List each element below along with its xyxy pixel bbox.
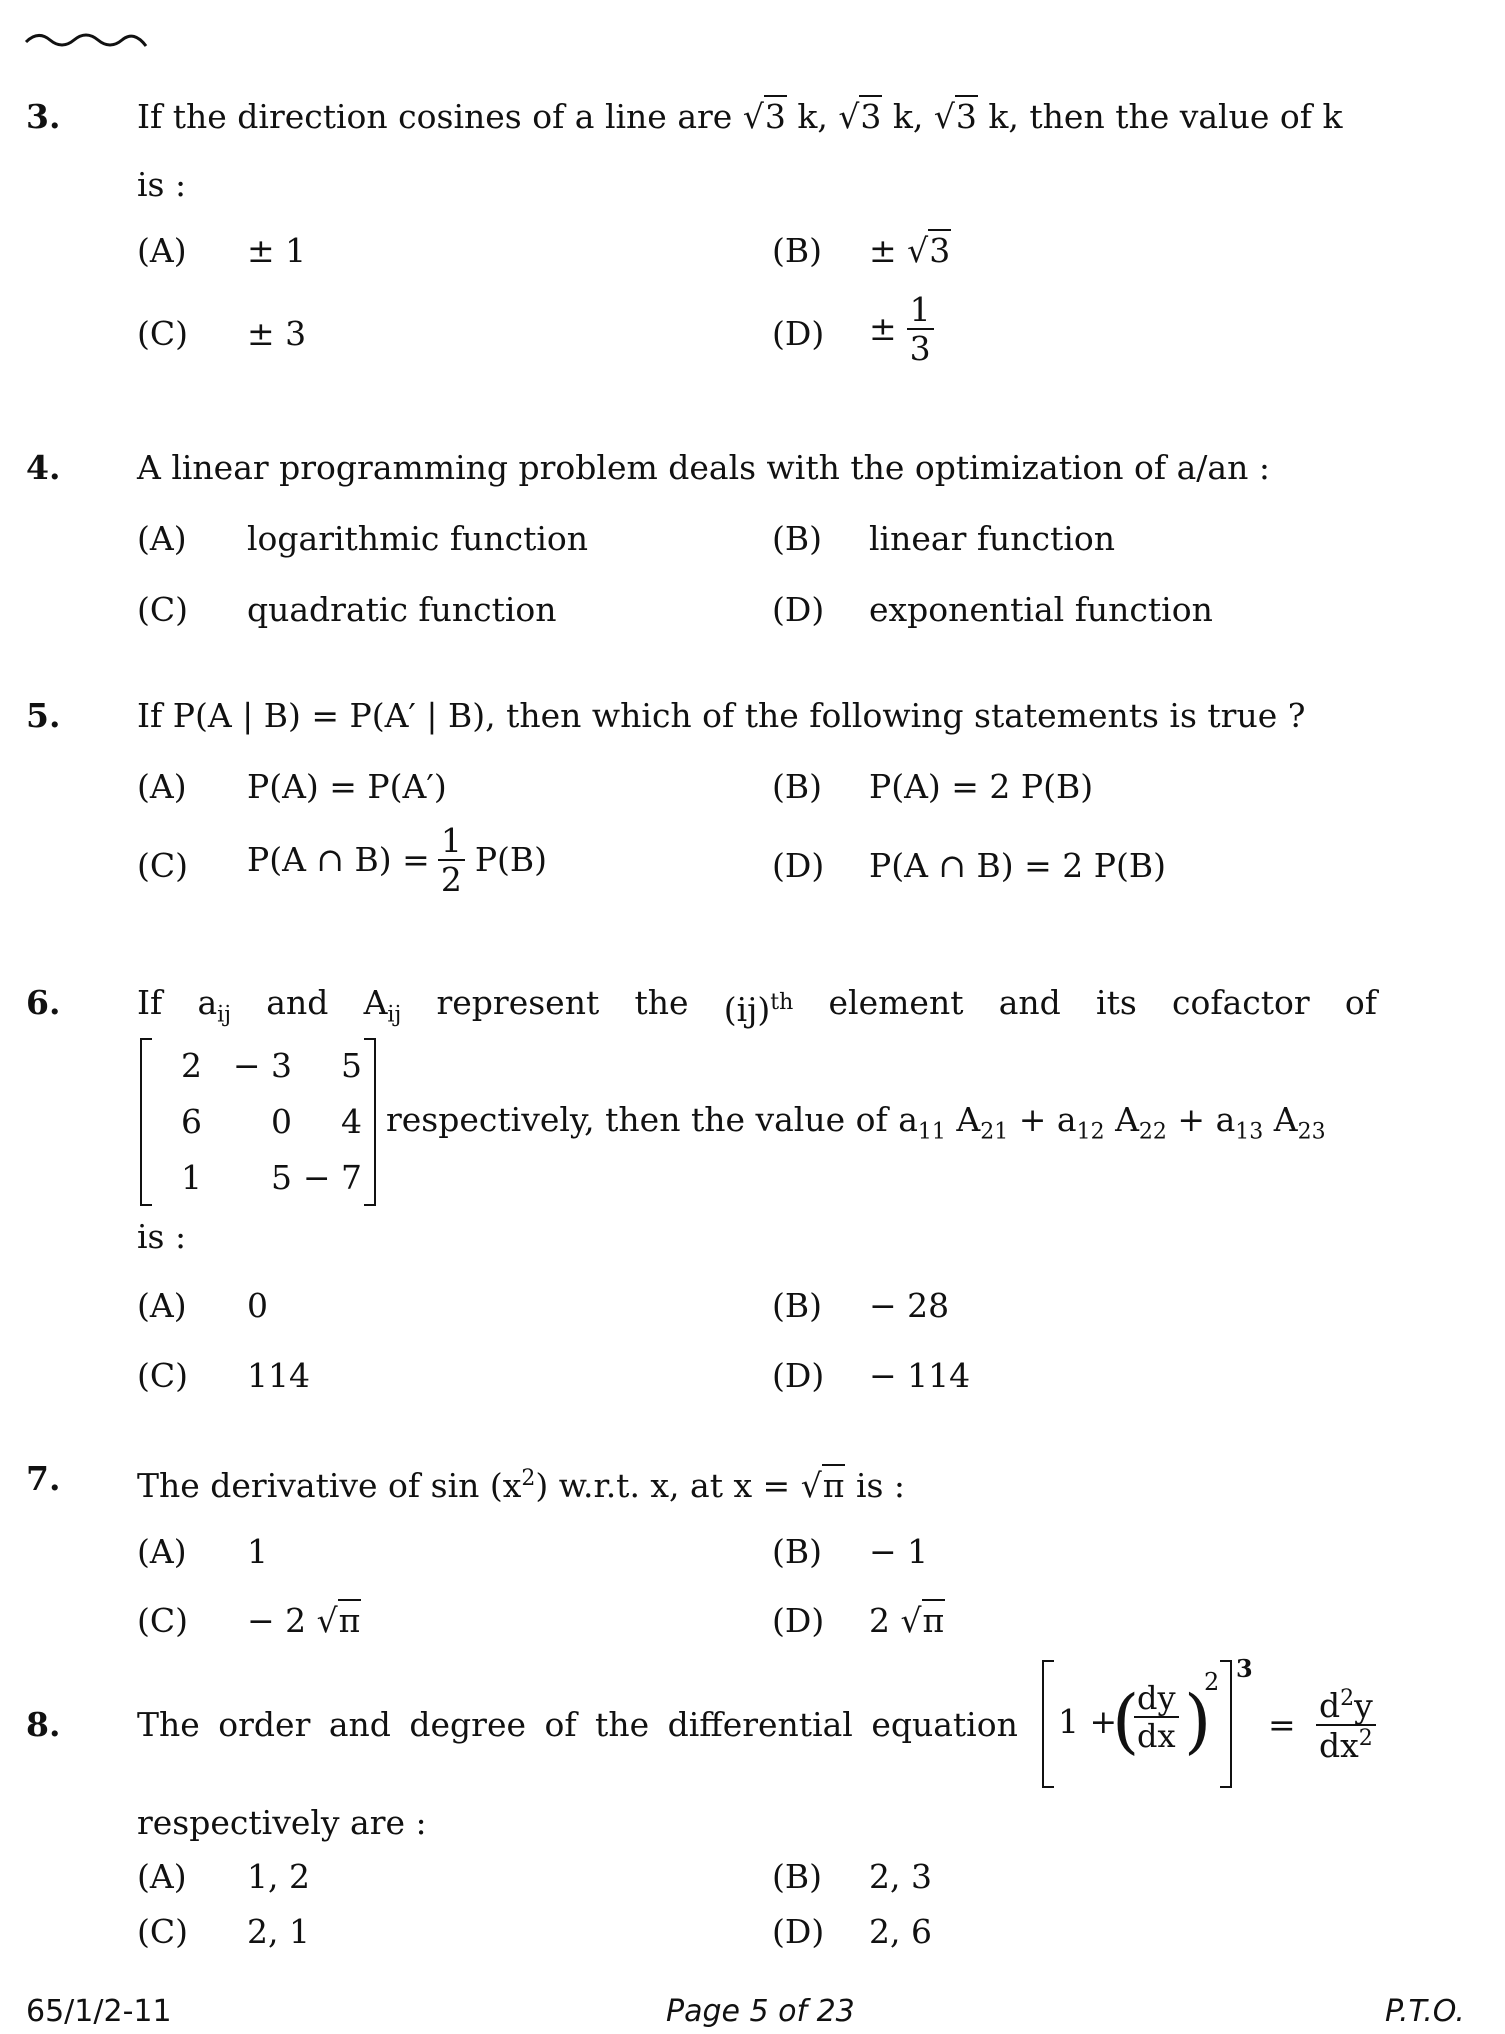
sqrt-symbol: √3 [742,97,786,136]
option-label[interactable]: (D) [772,314,825,353]
option-label[interactable]: (B) [772,1857,822,1896]
sqrt-symbol: √3 [933,97,977,136]
option-value[interactable]: exponential function [869,590,1213,629]
option-label[interactable]: (C) [137,314,188,353]
right-paren: ) [1184,1680,1212,1762]
option-value[interactable]: 2 √π [869,1601,945,1640]
option-label[interactable]: (A) [137,767,187,806]
option-value[interactable]: P(A ∩ B) = 2 P(B) [869,846,1166,885]
question-number: 7. [26,1459,61,1498]
option-value[interactable]: 1 [247,1532,268,1571]
option-value[interactable]: linear function [869,519,1115,558]
option-label[interactable]: (D) [772,590,825,629]
paper-code: 65/1/2-11 [26,1994,172,2029]
question-number: 5. [26,696,61,735]
option-label[interactable]: (C) [137,846,188,885]
question-number: 3. [26,97,61,136]
option-label[interactable]: (A) [137,1857,187,1896]
option-label[interactable]: (B) [772,1286,822,1325]
option-value[interactable]: ± 1 [247,231,307,270]
option-label[interactable]: (B) [772,1532,822,1571]
option-label[interactable]: (C) [137,590,188,629]
question-6-text: If $a_{ij}$ and $A_{ij}$ represent the (ij)$^{th}$ element and its cofactor of [137,983,1377,1029]
question-text: The order and degree of the differential equation [137,1705,1018,1744]
sqrt-symbol: √π [900,1601,945,1640]
option-value[interactable]: − 114 [869,1356,971,1395]
question-number: 4. [26,448,61,487]
option-label[interactable]: (A) [137,231,187,270]
option-label[interactable]: (D) [772,1601,825,1640]
cofactor-expression: $a_{11}$ $A_{21} + a_{12}$ $A_{22} + a_{13}$ $A_{23}$ [898,1100,1326,1145]
option-value[interactable]: ± √3 [869,231,951,270]
header-squiggle-mark [24,28,154,52]
sqrt-symbol: √π [800,1466,845,1505]
option-label[interactable]: (C) [137,1356,188,1395]
differential-equation-lhs: 1 + ( $\frac{dy}{dx}$ ) 2 3 [1042,1660,1242,1790]
option-value[interactable]: ± $\frac{1}{3}$ [869,293,934,365]
option-value[interactable]: 2, 1 [247,1912,310,1951]
option-label[interactable]: (A) [137,519,187,558]
matrix: 2 − 3 5 6 0 4 1 5 − 7 [140,1038,376,1206]
option-value[interactable]: − 1 [869,1532,929,1571]
option-label[interactable]: (D) [772,1356,825,1395]
option-value[interactable]: 0 [247,1286,268,1325]
option-value[interactable]: 114 [247,1356,310,1395]
differential-equation-rhs: $\frac{d^2y}{dx^2}$ [1316,1688,1376,1762]
page-number: Page 5 of 23 [666,1994,855,2029]
question-text-continued: respectively are : [137,1803,427,1842]
question-text: then the value of k [1029,97,1343,136]
option-label[interactable]: (B) [772,767,822,806]
option-label[interactable]: (C) [137,1601,188,1640]
option-label[interactable]: (C) [137,1912,188,1951]
fraction: $\frac{1}{2}$ [438,824,465,896]
option-value[interactable]: logarithmic function [247,519,589,558]
question-text-continued: is : [137,1217,187,1256]
option-value[interactable]: 1, 2 [247,1857,310,1896]
question-number: 6. [26,983,61,1022]
option-value[interactable]: P(A) = P(A′) [247,767,447,806]
question-text-continued: is : [137,165,187,204]
option-value[interactable]: 2, 3 [869,1857,932,1896]
question-7-text: The derivative of $\sin (x^2)$ w.r.t. x, at x = √π is : [137,1466,906,1505]
option-label[interactable]: (A) [137,1532,187,1571]
dc-suffix: k, [988,97,1019,136]
question-number: 8. [26,1705,61,1744]
equals-sign: = [1268,1705,1296,1744]
dc-suffix: k, [797,97,828,136]
option-label[interactable]: (A) [137,1286,187,1325]
left-paren: ( [1112,1680,1140,1762]
dc-suffix: k, [892,97,924,136]
option-value[interactable]: P(A) = 2 P(B) [869,767,1094,806]
question-text: If P(A | B) = P(A′ | B), then which of the following statements is true ? [137,696,1306,735]
option-value[interactable]: − 2 √π [247,1601,361,1640]
sqrt-symbol: √π [316,1601,361,1640]
question-text: A linear programming problem deals with the optimization of a/an : [137,448,1270,487]
option-value[interactable]: ± 3 [247,314,307,353]
question-6-text-continued: respectively, then the value of $a_{11}$ $A_{21} + a_{12}$ $A_{22} + a_{13}$ $A_{23}$ [386,1100,1326,1145]
question-text: If the direction cosines of a line are [137,97,733,136]
option-value[interactable]: 2, 6 [869,1912,932,1951]
option-label[interactable]: (B) [772,231,822,270]
fraction: $\frac{1}{3}$ [907,293,934,365]
option-value[interactable]: P(A ∩ B) = $\frac{1}{2}$ P(B) [247,821,548,899]
fraction: $\frac{dy}{dx}$ [1134,1682,1179,1752]
pto-label: P.T.O. [1385,1994,1465,2029]
sqrt-symbol: √3 [907,231,951,270]
option-label[interactable]: (D) [772,1912,825,1951]
question-3-text [137,97,1342,137]
option-label[interactable]: (B) [772,519,822,558]
option-label[interactable]: (D) [772,846,825,885]
option-value[interactable]: quadratic function [247,590,557,629]
sqrt-symbol: √3 [838,97,882,136]
option-value[interactable]: − 28 [869,1286,950,1325]
